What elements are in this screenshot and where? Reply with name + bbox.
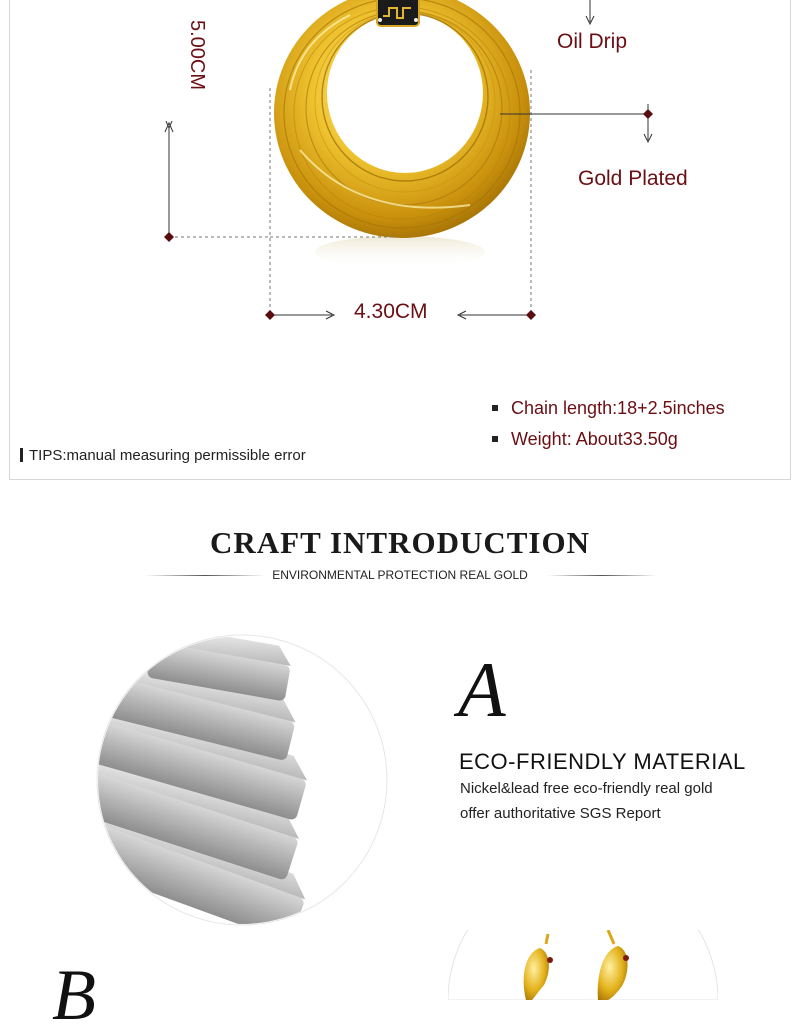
section-a-heading: ECO-FRIENDLY MATERIAL xyxy=(459,749,746,774)
chain-length-text: Chain length:18+2.5inches xyxy=(511,398,725,418)
tips-note xyxy=(20,447,306,464)
oil-drip-pointer xyxy=(586,0,594,24)
subtitle-divider-right xyxy=(547,575,657,576)
silver-bars-image xyxy=(96,632,388,926)
bullet-icon xyxy=(492,405,498,411)
tips-text: TIPS:manual measuring permissible error xyxy=(29,447,306,464)
weight-text: Weight: About33.50g xyxy=(511,429,678,449)
gold-chain-image xyxy=(448,930,718,1000)
section-a-line2: offer authoritative SGS Report xyxy=(460,805,661,822)
section-a-line1: Nickel&lead free eco-friendly real gold xyxy=(460,780,713,797)
pendant-reflection xyxy=(315,236,485,268)
pendant-bail xyxy=(377,0,419,26)
chain-length-item xyxy=(492,398,725,419)
width-label: 4.30CM xyxy=(354,300,428,323)
gold-plated-label: Gold Plated xyxy=(578,167,688,190)
bullet-icon xyxy=(492,436,498,442)
section-b-letter: B xyxy=(52,955,96,1035)
craft-title: CRAFT INTRODUCTION xyxy=(210,525,590,560)
gold-pendant xyxy=(274,0,530,238)
craft-subtitle: ENVIRONMENTAL PROTECTION REAL GOLD xyxy=(272,568,528,582)
height-label: 5.00CM xyxy=(186,20,208,91)
tips-bar-icon xyxy=(20,448,23,462)
oil-drip-label: Oil Drip xyxy=(557,30,628,53)
section-a-letter: A xyxy=(458,646,506,733)
weight-item xyxy=(492,429,678,450)
